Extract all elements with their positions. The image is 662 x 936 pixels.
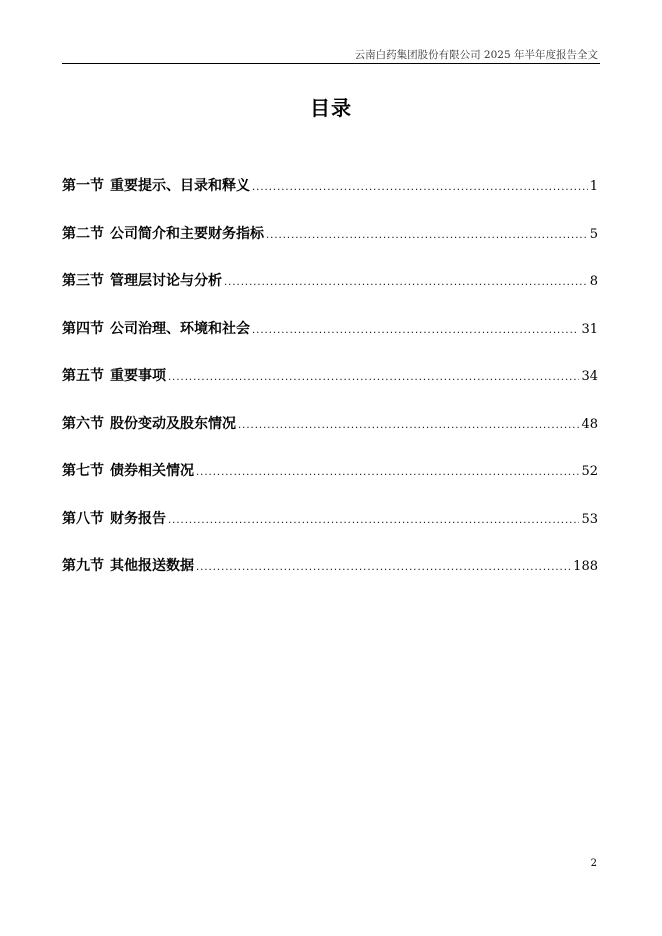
toc-section-title: 债券相关情况 bbox=[110, 463, 194, 479]
toc-entry[interactable] bbox=[62, 318, 598, 342]
toc-leader-dots bbox=[168, 515, 579, 526]
page-number: 2 bbox=[590, 858, 597, 869]
table-of-contents bbox=[62, 175, 598, 603]
header-divider bbox=[62, 63, 600, 64]
toc-section-number: 第五节 bbox=[62, 368, 104, 384]
toc-page-number: 5 bbox=[589, 226, 598, 242]
toc-entry[interactable] bbox=[62, 460, 598, 484]
toc-page-number: 53 bbox=[581, 511, 598, 527]
toc-leader-dots bbox=[224, 277, 588, 288]
toc-section-number: 第四节 bbox=[62, 320, 104, 337]
toc-entry[interactable] bbox=[62, 508, 598, 532]
toc-section-number: 第八节 bbox=[62, 510, 104, 527]
toc-section-number: 第六节 bbox=[62, 415, 104, 432]
toc-leader-dots bbox=[196, 467, 579, 478]
toc-entry[interactable] bbox=[62, 175, 598, 199]
toc-leader-dots bbox=[252, 325, 579, 336]
toc-entry[interactable] bbox=[62, 270, 598, 294]
toc-section-number: 第二节 bbox=[62, 225, 104, 242]
toc-leader-dots bbox=[238, 420, 579, 431]
toc-section-title: 财务报告 bbox=[110, 510, 166, 527]
toc-section-number: 第七节 bbox=[62, 463, 104, 479]
toc-leader-dots bbox=[266, 230, 588, 241]
toc-page-number: 48 bbox=[581, 416, 598, 432]
toc-page-number: 52 bbox=[581, 464, 598, 479]
toc-entry[interactable] bbox=[62, 223, 598, 247]
toc-page-number: 34 bbox=[581, 369, 598, 384]
toc-section-title: 重要提示、目录和释义 bbox=[110, 178, 250, 194]
toc-entry[interactable] bbox=[62, 555, 598, 579]
toc-page-number: 188 bbox=[573, 559, 598, 574]
toc-section-title: 股份变动及股东情况 bbox=[110, 415, 236, 432]
toc-section-title: 管理层讨论与分析 bbox=[110, 273, 222, 289]
toc-section-title: 重要事项 bbox=[110, 368, 166, 384]
toc-leader-dots bbox=[252, 182, 588, 193]
toc-section-title: 公司简介和主要财务指标 bbox=[110, 225, 264, 242]
toc-entry[interactable] bbox=[62, 365, 598, 389]
toc-leader-dots bbox=[168, 372, 579, 383]
toc-entry[interactable] bbox=[62, 413, 598, 437]
page-title: 目录 bbox=[310, 96, 352, 120]
toc-section-title: 其他报送数据 bbox=[110, 558, 194, 574]
toc-page-number: 8 bbox=[589, 274, 598, 289]
toc-page-number: 1 bbox=[589, 179, 598, 194]
document-header: 云南白药集团股份有限公司 2025 年半年度报告全文 bbox=[354, 49, 598, 61]
toc-page-number: 31 bbox=[581, 321, 598, 337]
toc-leader-dots bbox=[196, 562, 571, 573]
toc-section-title: 公司治理、环境和社会 bbox=[110, 320, 250, 337]
toc-section-number: 第九节 bbox=[62, 558, 104, 574]
toc-section-number: 第一节 bbox=[62, 178, 104, 194]
toc-section-number: 第三节 bbox=[62, 273, 104, 289]
